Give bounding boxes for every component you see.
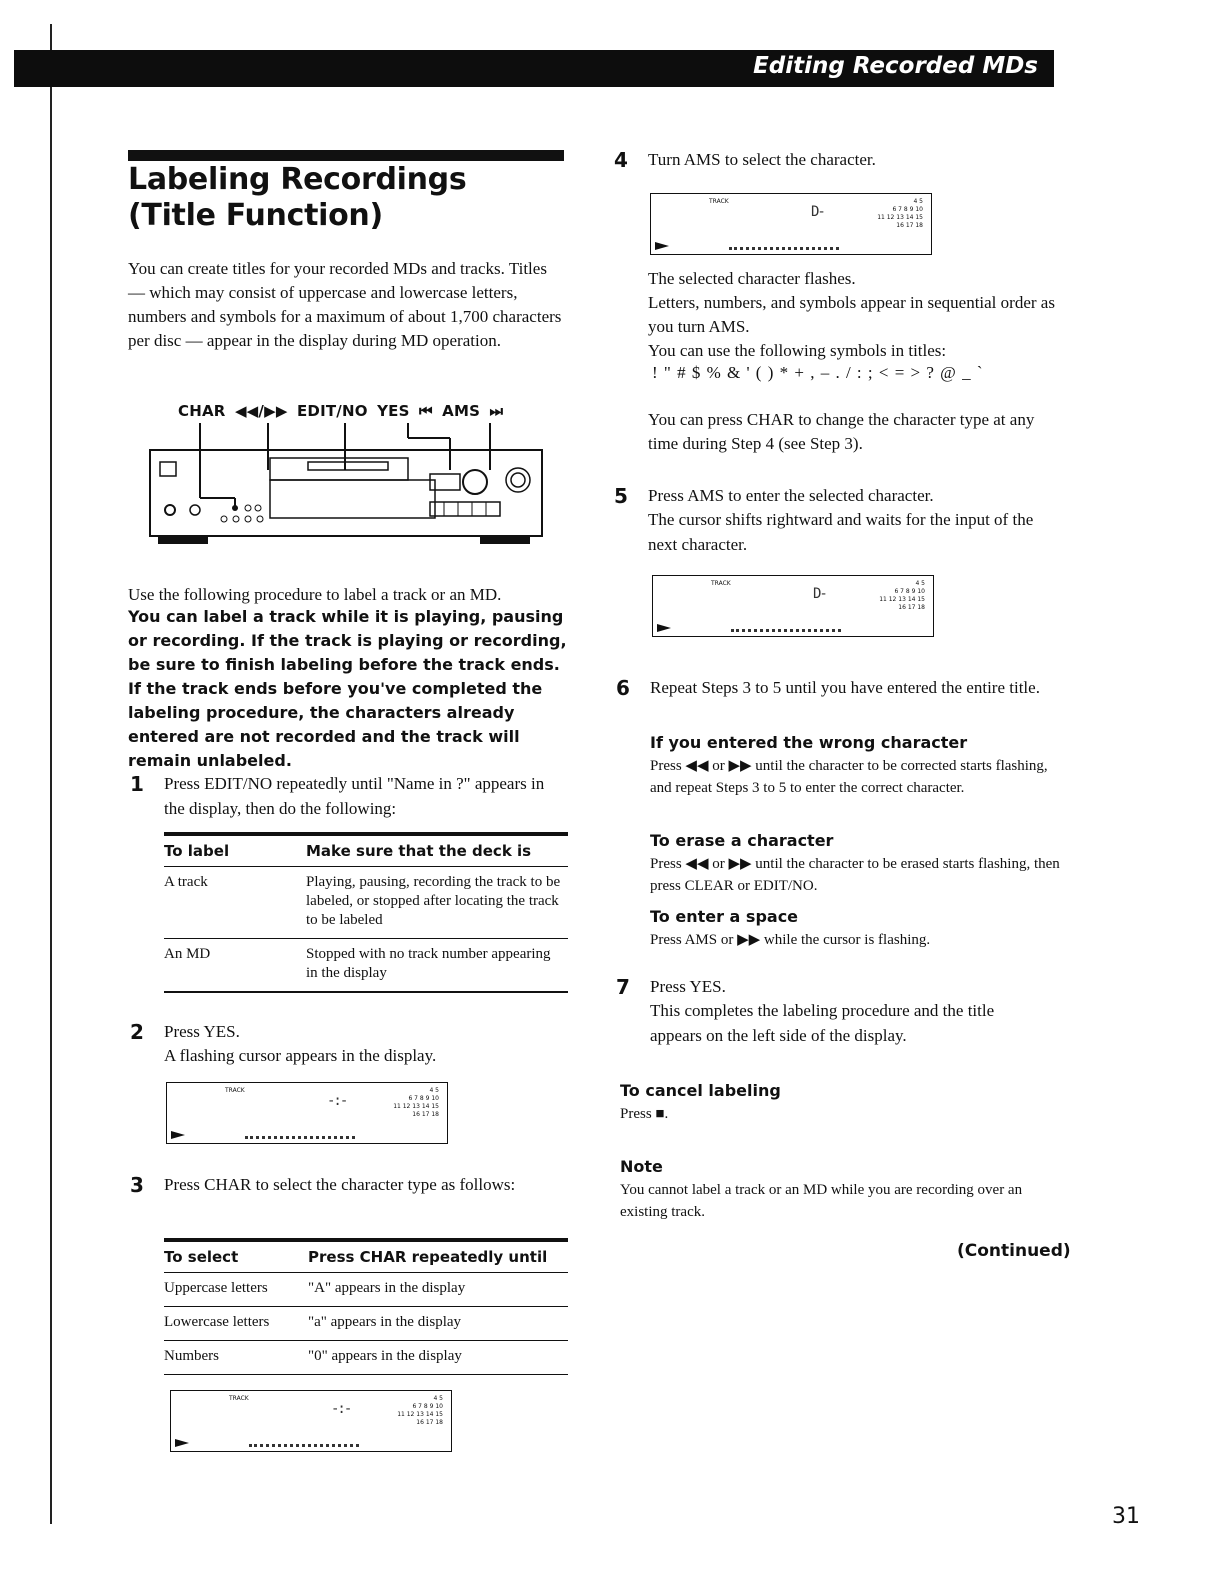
lcd-level-dots xyxy=(245,1132,355,1139)
table1-header-a: To label xyxy=(164,834,306,867)
lcd-track-numbers xyxy=(393,1087,439,1119)
title-line-1: Labeling Recordings xyxy=(128,162,467,197)
table1-header-b: Make sure that the deck is xyxy=(306,834,568,867)
tip-space-text: Press AMS or ▶▶ while the cursor is flashing. xyxy=(650,932,931,948)
lcd-num-row: 16 17 18 xyxy=(898,604,925,611)
intro-paragraph: You can create titles for your recorded MDs and tracks. Titles — which may consist of uppercase and lowercase letters, numbers and symbols for a maximum of about 1,700 characters per disc — appear in the display during MD operation. xyxy=(128,259,562,350)
note-text: You cannot label a track or an MD while you are recording over an existing track. xyxy=(620,1182,1023,1220)
lcd-display xyxy=(170,1390,452,1452)
tip-space-title: To enter a space xyxy=(650,907,799,926)
step-7-after: This completes the labeling procedure and the title appears on the left side of the display. xyxy=(650,1001,995,1045)
lcd-level-dots xyxy=(731,625,841,632)
lcd-track-numbers xyxy=(397,1395,443,1427)
table2-cell: "A" appears in the display xyxy=(308,1273,568,1307)
cancel-title: To cancel labeling xyxy=(620,1081,781,1100)
step-4-after-4: You can press CHAR to change the character type at any time during Step 4 (see Step 3). xyxy=(648,410,1035,453)
lcd-level-dots xyxy=(249,1440,359,1447)
table1-cell: A track xyxy=(164,867,306,939)
lcd-track-label: TRACK xyxy=(711,580,731,587)
lcd-track-label: TRACK xyxy=(709,198,729,205)
table1-cell: Playing, pausing, recording the track to be labeled, or stopped after locating the track to be labeled xyxy=(306,867,568,939)
step-5-number: 5 xyxy=(614,484,628,508)
table-row xyxy=(164,867,568,939)
lcd-num-row: 11 12 13 14 15 xyxy=(393,1103,439,1110)
step-4-after-2: Letters, numbers, and symbols appear in sequential order as you turn AMS. xyxy=(648,293,1055,336)
table2-cell: "0" appears in the display xyxy=(308,1341,568,1375)
step-5-after: The cursor shifts rightward and waits for the input of the next character. xyxy=(648,510,1034,554)
step-2-line-1: Press YES. xyxy=(164,1022,240,1041)
lcd-num-row: 11 12 13 14 15 xyxy=(879,596,925,603)
procedure-warning: You can label a track while it is playing, pausing or recording. If the track is playing or recording, be sure to finish labeling before the track ends. If the track ends before you've completed the labeling procedure, the characters already entered are not recorded and the track will remain unlabeled. xyxy=(128,607,567,770)
cancel-text: Press ■. xyxy=(620,1106,669,1122)
lcd-display xyxy=(166,1082,448,1144)
step-4-after-3: You can use the following symbols in titles: xyxy=(648,341,947,360)
table-character-types xyxy=(164,1238,568,1375)
step-3-number: 3 xyxy=(130,1173,144,1197)
tip-erase-text: Press ◀◀ or ▶▶ until the character to be erased starts flashing, then press CLEAR or EDIT/NO. xyxy=(650,856,1060,894)
lcd-num-row: 11 12 13 14 15 xyxy=(877,214,923,221)
step-1-number: 1 xyxy=(130,772,144,796)
table2-cell: Uppercase letters xyxy=(164,1273,308,1307)
table-row xyxy=(164,1341,568,1375)
tip-wrong-title: If you entered the wrong character xyxy=(650,733,968,752)
play-icon xyxy=(175,1439,189,1447)
step-1-text: Press EDIT/NO repeatedly until "Name in ?" appears in the display, then do the following: xyxy=(164,774,545,818)
table1-cell: Stopped with no track number appearing in the display xyxy=(306,939,568,993)
lcd-track-numbers xyxy=(879,580,925,612)
title-line-2: (Title Function) xyxy=(128,198,383,233)
step-7-number: 7 xyxy=(616,975,630,999)
lcd-num-row: 16 17 18 xyxy=(896,222,923,229)
table-label-conditions xyxy=(164,832,568,993)
table-row xyxy=(164,1273,568,1307)
lcd-num-row: 4 5 xyxy=(429,1087,439,1094)
step-6-text: Repeat Steps 3 to 5 until you have entered the entire title. xyxy=(650,678,1040,697)
lcd-num-row: 11 12 13 14 15 xyxy=(397,1411,443,1418)
lcd-display xyxy=(650,193,932,255)
page-number: 31 xyxy=(1112,1504,1140,1529)
lcd-num-row: 6 7 8 9 10 xyxy=(894,588,925,595)
lcd-num-row: 6 7 8 9 10 xyxy=(412,1403,443,1410)
page-title xyxy=(128,162,466,234)
lcd-cursor: -:- xyxy=(331,1401,351,1417)
step-5-text: Press AMS to enter the selected character. xyxy=(648,486,934,505)
lcd-track-numbers xyxy=(877,198,923,230)
tip-erase-title: To erase a character xyxy=(650,831,834,850)
table-row xyxy=(164,1307,568,1341)
step-2-line-2: A flashing cursor appears in the display. xyxy=(164,1046,437,1065)
continued-label: (Continued) xyxy=(957,1241,1071,1261)
md-deck-illustration xyxy=(140,418,550,553)
lcd-cursor: -:- xyxy=(327,1093,347,1109)
section-header-bar xyxy=(14,50,1054,87)
symbol-list: ! " # $ % & ' ( ) * + , – . / : ; < = > ? @ _ ` xyxy=(652,363,984,382)
lcd-display xyxy=(652,575,934,637)
lcd-cursor: D- xyxy=(811,204,824,220)
note-title: Note xyxy=(620,1157,663,1176)
procedure-intro: Use the following procedure to label a track or an MD. xyxy=(128,585,502,604)
lcd-num-row: 6 7 8 9 10 xyxy=(408,1095,439,1102)
lcd-num-row: 16 17 18 xyxy=(416,1419,443,1426)
lcd-level-dots xyxy=(729,243,839,250)
title-rule xyxy=(128,150,564,161)
step-4-text: Turn AMS to select the character. xyxy=(648,150,876,169)
play-icon xyxy=(657,624,671,632)
lcd-num-row: 4 5 xyxy=(915,580,925,587)
table2-cell: "a" appears in the display xyxy=(308,1307,568,1341)
lcd-num-row: 6 7 8 9 10 xyxy=(892,206,923,213)
play-icon xyxy=(171,1131,185,1139)
table-row xyxy=(164,939,568,993)
step-4-after-1: The selected character flashes. xyxy=(648,269,856,288)
table2-header-a: To select xyxy=(164,1240,308,1273)
step-7-text: Press YES. xyxy=(650,977,726,996)
lcd-track-label: TRACK xyxy=(229,1395,249,1402)
lcd-num-row: 4 5 xyxy=(433,1395,443,1402)
table1-cell: An MD xyxy=(164,939,306,993)
lcd-num-row: 4 5 xyxy=(913,198,923,205)
lcd-cursor: D- xyxy=(813,586,826,602)
play-icon xyxy=(655,242,669,250)
lcd-num-row: 16 17 18 xyxy=(412,1111,439,1118)
table2-cell: Numbers xyxy=(164,1341,308,1375)
step-4-number: 4 xyxy=(614,148,628,172)
margin-line xyxy=(50,24,52,1524)
diagram-labels: CHAR ◀◀/▶▶ EDIT/NO YES ⏮ AMS ⏭ xyxy=(178,402,504,420)
step-3-text: Press CHAR to select the character type as follows: xyxy=(164,1175,516,1194)
step-6-number: 6 xyxy=(616,676,630,700)
table2-header-b: Press CHAR repeatedly until xyxy=(308,1240,568,1273)
table2-cell: Lowercase letters xyxy=(164,1307,308,1341)
section-title: Editing Recorded MDs xyxy=(753,53,1038,79)
lcd-track-label: TRACK xyxy=(225,1087,245,1094)
tip-wrong-text: Press ◀◀ or ▶▶ until the character to be corrected starts flashing, and repeat Steps 3 to 5 to enter the correct character. xyxy=(650,758,1048,796)
step-2-number: 2 xyxy=(130,1020,144,1044)
